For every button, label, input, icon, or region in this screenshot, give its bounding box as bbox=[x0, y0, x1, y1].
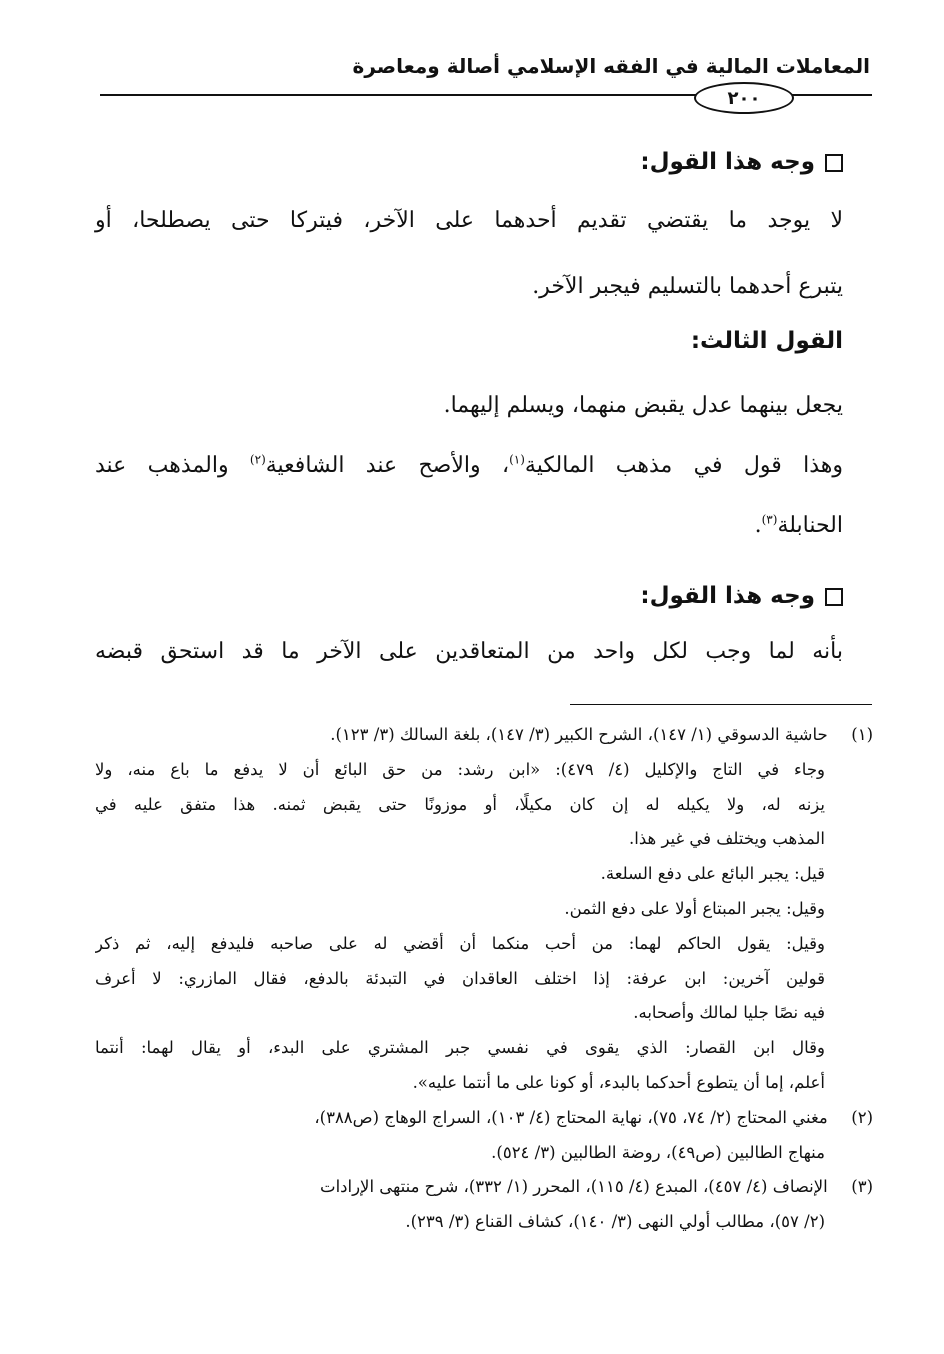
footnote-line: المذهب ويختلف في غير هذا. bbox=[629, 829, 825, 849]
text-run: . bbox=[754, 513, 762, 538]
footnote-1 bbox=[95, 718, 873, 753]
footnote-line: وجاء في التاج والإكليل (٤/ ٤٧٩): «ابن رشد: من حق البائع أن لا يدفع ما باع منه، ولا bbox=[95, 759, 825, 779]
running-title: المعاملات المالية في الفقه الإسلامي أصالة ومعاصرة bbox=[352, 54, 870, 78]
footnote-number: (٣) bbox=[851, 1177, 873, 1197]
footnote-line: فيه نصًا جليا لمالك وأصحابه. bbox=[633, 1003, 825, 1023]
footnote-line: وقيل: يقول الحاكم لهما: من أحب منكما أن أقضي له على صاحبه فليدفع إليه، ثم ذكر bbox=[95, 933, 825, 953]
footnote-2 bbox=[95, 1101, 873, 1136]
heading-text: وجه هذا القول: bbox=[640, 149, 815, 175]
footnote-line: أعلم، إما أن يتطوع أحدكما بالبدء، أو كونا على ما أنتما عليه». bbox=[412, 1072, 825, 1092]
footnote-line: وقيل: يجبر المبتاع أولا على دفع الثمن. bbox=[564, 898, 825, 918]
section-heading-2: القول الثالث: bbox=[690, 328, 843, 354]
footnote-number: (١) bbox=[851, 725, 873, 744]
footnote-ref-2[interactable]: (٢) bbox=[249, 452, 266, 467]
footnote-text: حاشية الدسوقي (١/ ١٤٧)، الشرح الكبير (٣/ ١٤٧)، بلغة السالك (٣/ ١٢٣). bbox=[330, 725, 828, 744]
footnote-ref-1[interactable]: (١) bbox=[509, 452, 525, 467]
paragraph-4: بأنه لما وجب لكل واحد من المتعاقدين على الآخر ما قد استحق قبضه bbox=[95, 639, 843, 664]
footnote-line: يزنه له، ولا يكيله له إن كان مكيلًا، أو موزونًا حتى يقبض ثمنه. هذا متفق عليه في bbox=[95, 794, 825, 814]
footnote-line: وقال ابن القصار: الذي يقوى في نفسي جبر المشتري على البدء، أو يقال لهما: أنتما bbox=[95, 1038, 825, 1058]
paragraph-3 bbox=[95, 436, 843, 556]
page-number: ٢٠٠ bbox=[694, 82, 794, 114]
footnote-text: الإنصاف (٤/ ٤٥٧)، المبدع (٤/ ١١٥)، المحرر (١/ ٣٣٢)، شرح منتهى الإرادات bbox=[320, 1177, 828, 1197]
paragraph-2: يجعل بينهما عدل يقبض منهما، ويسلم إليهما. bbox=[443, 393, 843, 418]
footnote-number: (٢) bbox=[851, 1107, 873, 1127]
footnote-text: مغني المحتاج (٢/ ٧٤، ٧٥)، نهاية المحتاج (٤/ ١٠٣)، السراج الوهاج (ص٣٨٨)، bbox=[314, 1107, 828, 1127]
text-run: وهذا قول في مذهب المالكية bbox=[524, 453, 843, 478]
footnote-line: قيل: يجبر البائع على دفع السلعة. bbox=[600, 864, 825, 884]
footnote-separator bbox=[570, 704, 872, 705]
text-run: والمذهب عند bbox=[95, 453, 250, 478]
section-heading-3 bbox=[95, 578, 843, 614]
section-heading-1 bbox=[95, 144, 843, 180]
heading-text: وجه هذا القول: bbox=[640, 583, 815, 609]
square-bullet-icon bbox=[825, 154, 843, 172]
text-run: الحنابلة bbox=[777, 513, 843, 538]
footnote-line: منهاج الطالبين (ص٤٩)، روضة الطالبين (٣/ ٥٢٤). bbox=[491, 1142, 825, 1162]
footnote-ref-3[interactable]: (٣) bbox=[761, 512, 778, 527]
footnote-3 bbox=[95, 1170, 873, 1205]
paragraph-line: لا يوجد ما يقتضي تقديم أحدهما على الآخر، فيتركا حتى يصطلحا، أو bbox=[95, 208, 843, 233]
paragraph-line bbox=[95, 436, 843, 496]
square-bullet-icon bbox=[825, 588, 843, 606]
footnotes bbox=[95, 718, 873, 1240]
footnote-line: قولين آخرين: ابن عرفة: إذا اختلف العاقدان في التبدئة بالدفع، فقال المازري: لا أعرف bbox=[95, 968, 825, 988]
text-run: ، والأصح عند الشافعية bbox=[265, 453, 510, 478]
paragraph-1 bbox=[95, 188, 843, 320]
paragraph-line: يتبرع أحدهما بالتسليم فيجبر الآخر. bbox=[532, 274, 843, 299]
paragraph-line bbox=[95, 496, 843, 556]
footnote-line: (٢/ ٥٧)، مطالب أولي النهى (٣/ ١٤٠)، كشاف القناع (٣/ ٢٣٩). bbox=[405, 1212, 825, 1232]
